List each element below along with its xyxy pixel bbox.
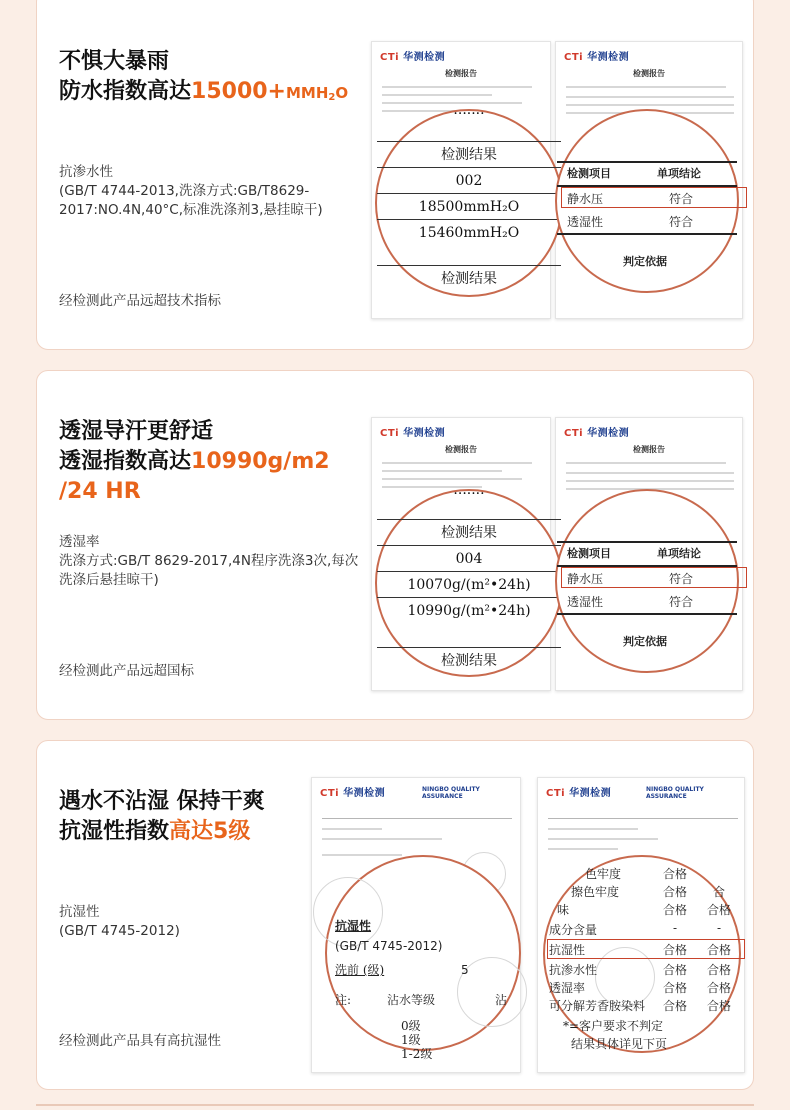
breathability-headline: 透湿导汗更舒适 透湿指数高达10990g/m2 /24 HR — [59, 419, 330, 504]
headline-line1: 不惧大暴雨 — [59, 49, 170, 74]
water-repellency-card — [36, 740, 754, 1090]
waterproof-footer: 经检测此产品远超技术指标 — [59, 293, 221, 309]
waterproof-card — [36, 0, 754, 350]
magnifier-conclusion: 检测项目 单项结论 静水压 符合 透湿性 符合 判定依据 — [555, 489, 739, 673]
repellency-footer: 经检测此产品具有高抗湿性 — [59, 1033, 221, 1049]
breathability-card — [36, 370, 754, 720]
breathability-description: 透湿率 洗涤方式:GB/T 8629-2017,4N程序洗涤3次,每次洗涤后悬挂晾干) — [59, 534, 359, 588]
cti-logo: CTi 华测检测 — [380, 52, 446, 63]
highlight-box — [547, 939, 745, 959]
report-page-left: CTi 华测检测 NINGBO QUALITY ASSURANCE — [311, 777, 521, 1073]
highlight-box — [561, 187, 747, 208]
repellency-headline: 遇水不沾湿 保持干爽 抗湿性指数高达5级 — [59, 789, 265, 844]
magnifier-right: 色牢度 合格 擦色牢度 合格 合 味 合格 合格 成分含量 - - 抗湿性 合格 合格 抗渗水性 合格 合格 透湿率 合格 合格 可分解芳香胺染料 合格 合格 *=客户要求不判定 结果具体详见下页 — [543, 855, 741, 1053]
magnifier-left: 抗湿性 (GB/T 4745-2012) 洗前 (级) 5 注: 沾水等级 沾 0级 1级 1-2级 — [325, 855, 521, 1051]
report-title: 检测报告 — [445, 69, 477, 78]
breathability-footer: 经检测此产品远超国标 — [59, 663, 194, 679]
report-title: 检测报告 — [633, 69, 665, 78]
waterproof-description: 抗渗水性 (GB/T 4744-2013,洗涤方式:GB/T8629-2017:NO.4N,40°C,标准洗涤剂3,悬挂晾干) — [59, 164, 323, 218]
headline-line2: 防水指数高达15000+MMH2O — [59, 79, 349, 104]
repellency-description: 抗湿性 (GB/T 4745-2012) — [59, 904, 180, 939]
bottom-divider — [36, 1104, 754, 1106]
cti-logo: CTi 华测检测 — [564, 52, 630, 63]
report-page-right: CTi 华测检测 NINGBO QUALITY ASSURANCE — [537, 777, 745, 1073]
report-page-right: CTi 华测检测 检测报告 — [555, 417, 743, 691]
waterproof-headline — [59, 47, 348, 113]
magnifier-results: ······· 检测结果 004 10070g/(m²•24h) 10990g/(m²•24h) 检测结果 — [375, 489, 563, 677]
highlight-box — [561, 567, 747, 588]
magnifier-conclusion: 检测项目 单项结论 静水压 符合 透湿性 符合 判定依据 — [555, 109, 739, 293]
magnifier-results: ······· 检测结果 002 18500mmH₂O 15460mmH₂O 检测结果 — [375, 109, 563, 297]
report-page-left: CTi 华测检测 检测报告 — [371, 417, 551, 691]
